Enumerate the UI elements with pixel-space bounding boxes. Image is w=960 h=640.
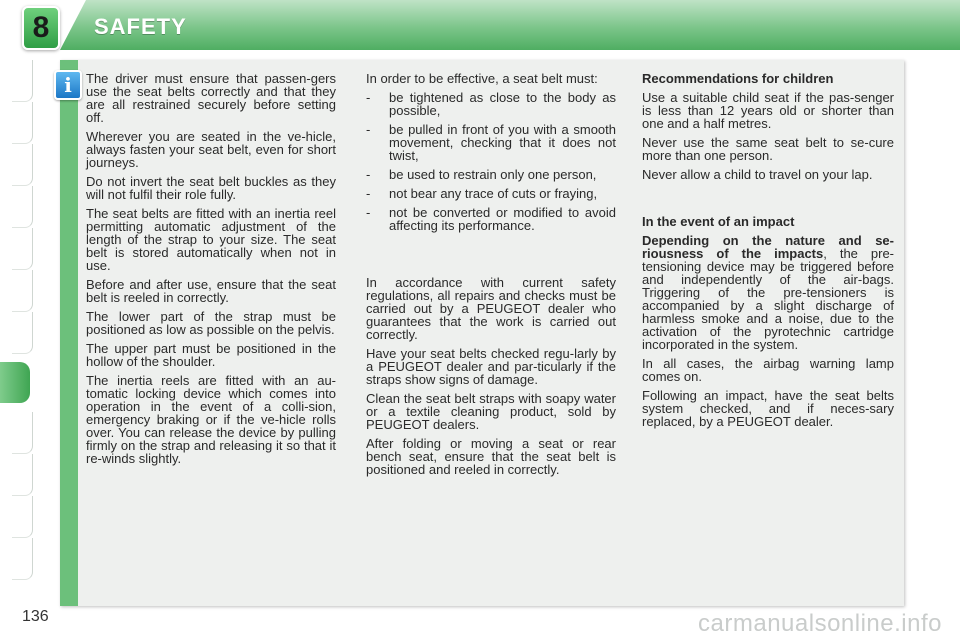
chapter-tab[interactable] [12,144,33,186]
paragraph: Following an impact, have the seat belts system checked, and if neces-sary replaced, by a PEUGEOT dealer. [642,388,894,429]
title-notch [60,0,86,50]
dash-bullet: - [366,167,371,182]
page-title: SAFETY [94,14,187,39]
spacer [366,238,616,276]
chapter-tab[interactable] [12,538,33,580]
paragraph: Never allow a child to travel on your lap. [642,167,873,182]
chapter-tab[interactable] [12,102,33,144]
paragraph: Have your seat belts checked regu-larly by a PEUGEOT dealer and par-ticularly if the straps show signs of damage. [366,346,616,387]
chapter-tab[interactable] [12,228,33,270]
paragraph: In accordance with current safety regulations, all repairs and checks must be carried out by a PEUGEOT dealer who guarantees that the work is carried out correctly. [366,275,616,342]
paragraph: The upper part must be positioned in the hollow of the shoulder. [86,341,336,369]
paragraph: Clean the seat belt straps with soapy water or a textile cleaning product, sold by PEUGEOT dealers. [366,391,616,432]
dash-bullet: - [366,90,371,105]
paragraph: The seat belts are fitted with an inertia reel permitting automatic adjustment of the length of the strap to your size. The seat belt is stored automatically when not in use. [86,206,336,273]
dash-bullet: - [366,186,371,201]
list-item [366,206,616,232]
chapter-tab[interactable] [12,60,33,102]
chapter-tab[interactable] [12,186,33,228]
paragraph: The driver must ensure that passen-gers use the seat belts correctly and that they are all restrained securely before setting off. [86,71,336,125]
paragraph: Use a suitable child seat if the pas-senger is less than 12 years old or shorter than one and a half metres. [642,90,894,131]
chapter-tab-active[interactable] [0,362,30,403]
list-item-text: not bear any trace of cuts or fraying, [389,186,598,201]
paragraph [642,234,894,351]
list-item-text: be tightened as close to the body as possible, [389,90,616,118]
info-icon: i [54,70,82,100]
list-item-text: be pulled in front of you with a smooth movement, checking that it does not twist, [389,122,616,163]
section-heading: Recommendations for children [642,71,834,86]
list-item [366,187,616,200]
list-item-text: not be converted or modified to avoid affecting its performance. [389,205,616,233]
chapter-tab[interactable] [12,412,33,454]
bold-lead: Depending on the nature and se-riousness of the impacts [642,233,894,261]
paragraph: In order to be effective, a seat belt must: [366,71,598,86]
paragraph: The inertia reels are fitted with an au-tomatic locking device which comes into operation in the event of a colli-sion, emergency braking or if the ve-hicle rolls over. You can release the device by pulling firmly on the strap and releasing it so that it re-winds slightly. [86,373,336,466]
column-general-advice [86,72,336,471]
paragraph: Do not invert the seat belt buckles as they will not fulfil their role fully. [86,174,336,202]
paragraph: Wherever you are seated in the ve-hicle, always fasten your seat belt, even for short journeys. [86,129,336,170]
paragraph: After folding or moving a seat or rear bench seat, ensure that the seat belt is positioned and reeled in correctly. [366,436,616,477]
paragraph: Never use the same seat belt to se-cure more than one person. [642,135,894,163]
chapter-tabs [0,60,34,580]
dash-bullet: - [366,205,371,220]
dash-bullet: - [366,122,371,137]
section-heading: In the event of an impact [642,214,795,229]
column-belt-requirements [366,72,616,482]
list-item [366,168,616,181]
spacer [642,187,894,215]
paragraph: The lower part of the strap must be positioned as low as possible on the pelvis. [86,309,336,337]
column-children-and-impact [642,72,894,434]
list-item [366,123,616,162]
chapter-tab[interactable] [12,496,33,538]
chapter-number-badge[interactable]: 8 [22,6,60,50]
chapter-tab[interactable] [12,454,33,496]
watermark: carmanualsonline.info [698,610,942,637]
page-number: 136 [22,608,49,625]
list-item [366,91,616,117]
paragraph: Before and after use, ensure that the seat belt is reeled in correctly. [86,277,336,305]
list-item-text: be used to restrain only one person, [389,167,597,182]
paragraph: In all cases, the airbag warning lamp comes on. [642,356,894,384]
chapter-tab[interactable] [12,270,33,312]
paragraph-rest: , the pre-tensioning device may be triggered before and independently of the air-bags. Triggering of the pre-tensioners is accompanied by a slight discharge of harmless smoke and a noise, due to the activation of the pyrotechnic cartridge incorporated in the system. [642,246,895,352]
chapter-tab[interactable] [12,312,33,354]
